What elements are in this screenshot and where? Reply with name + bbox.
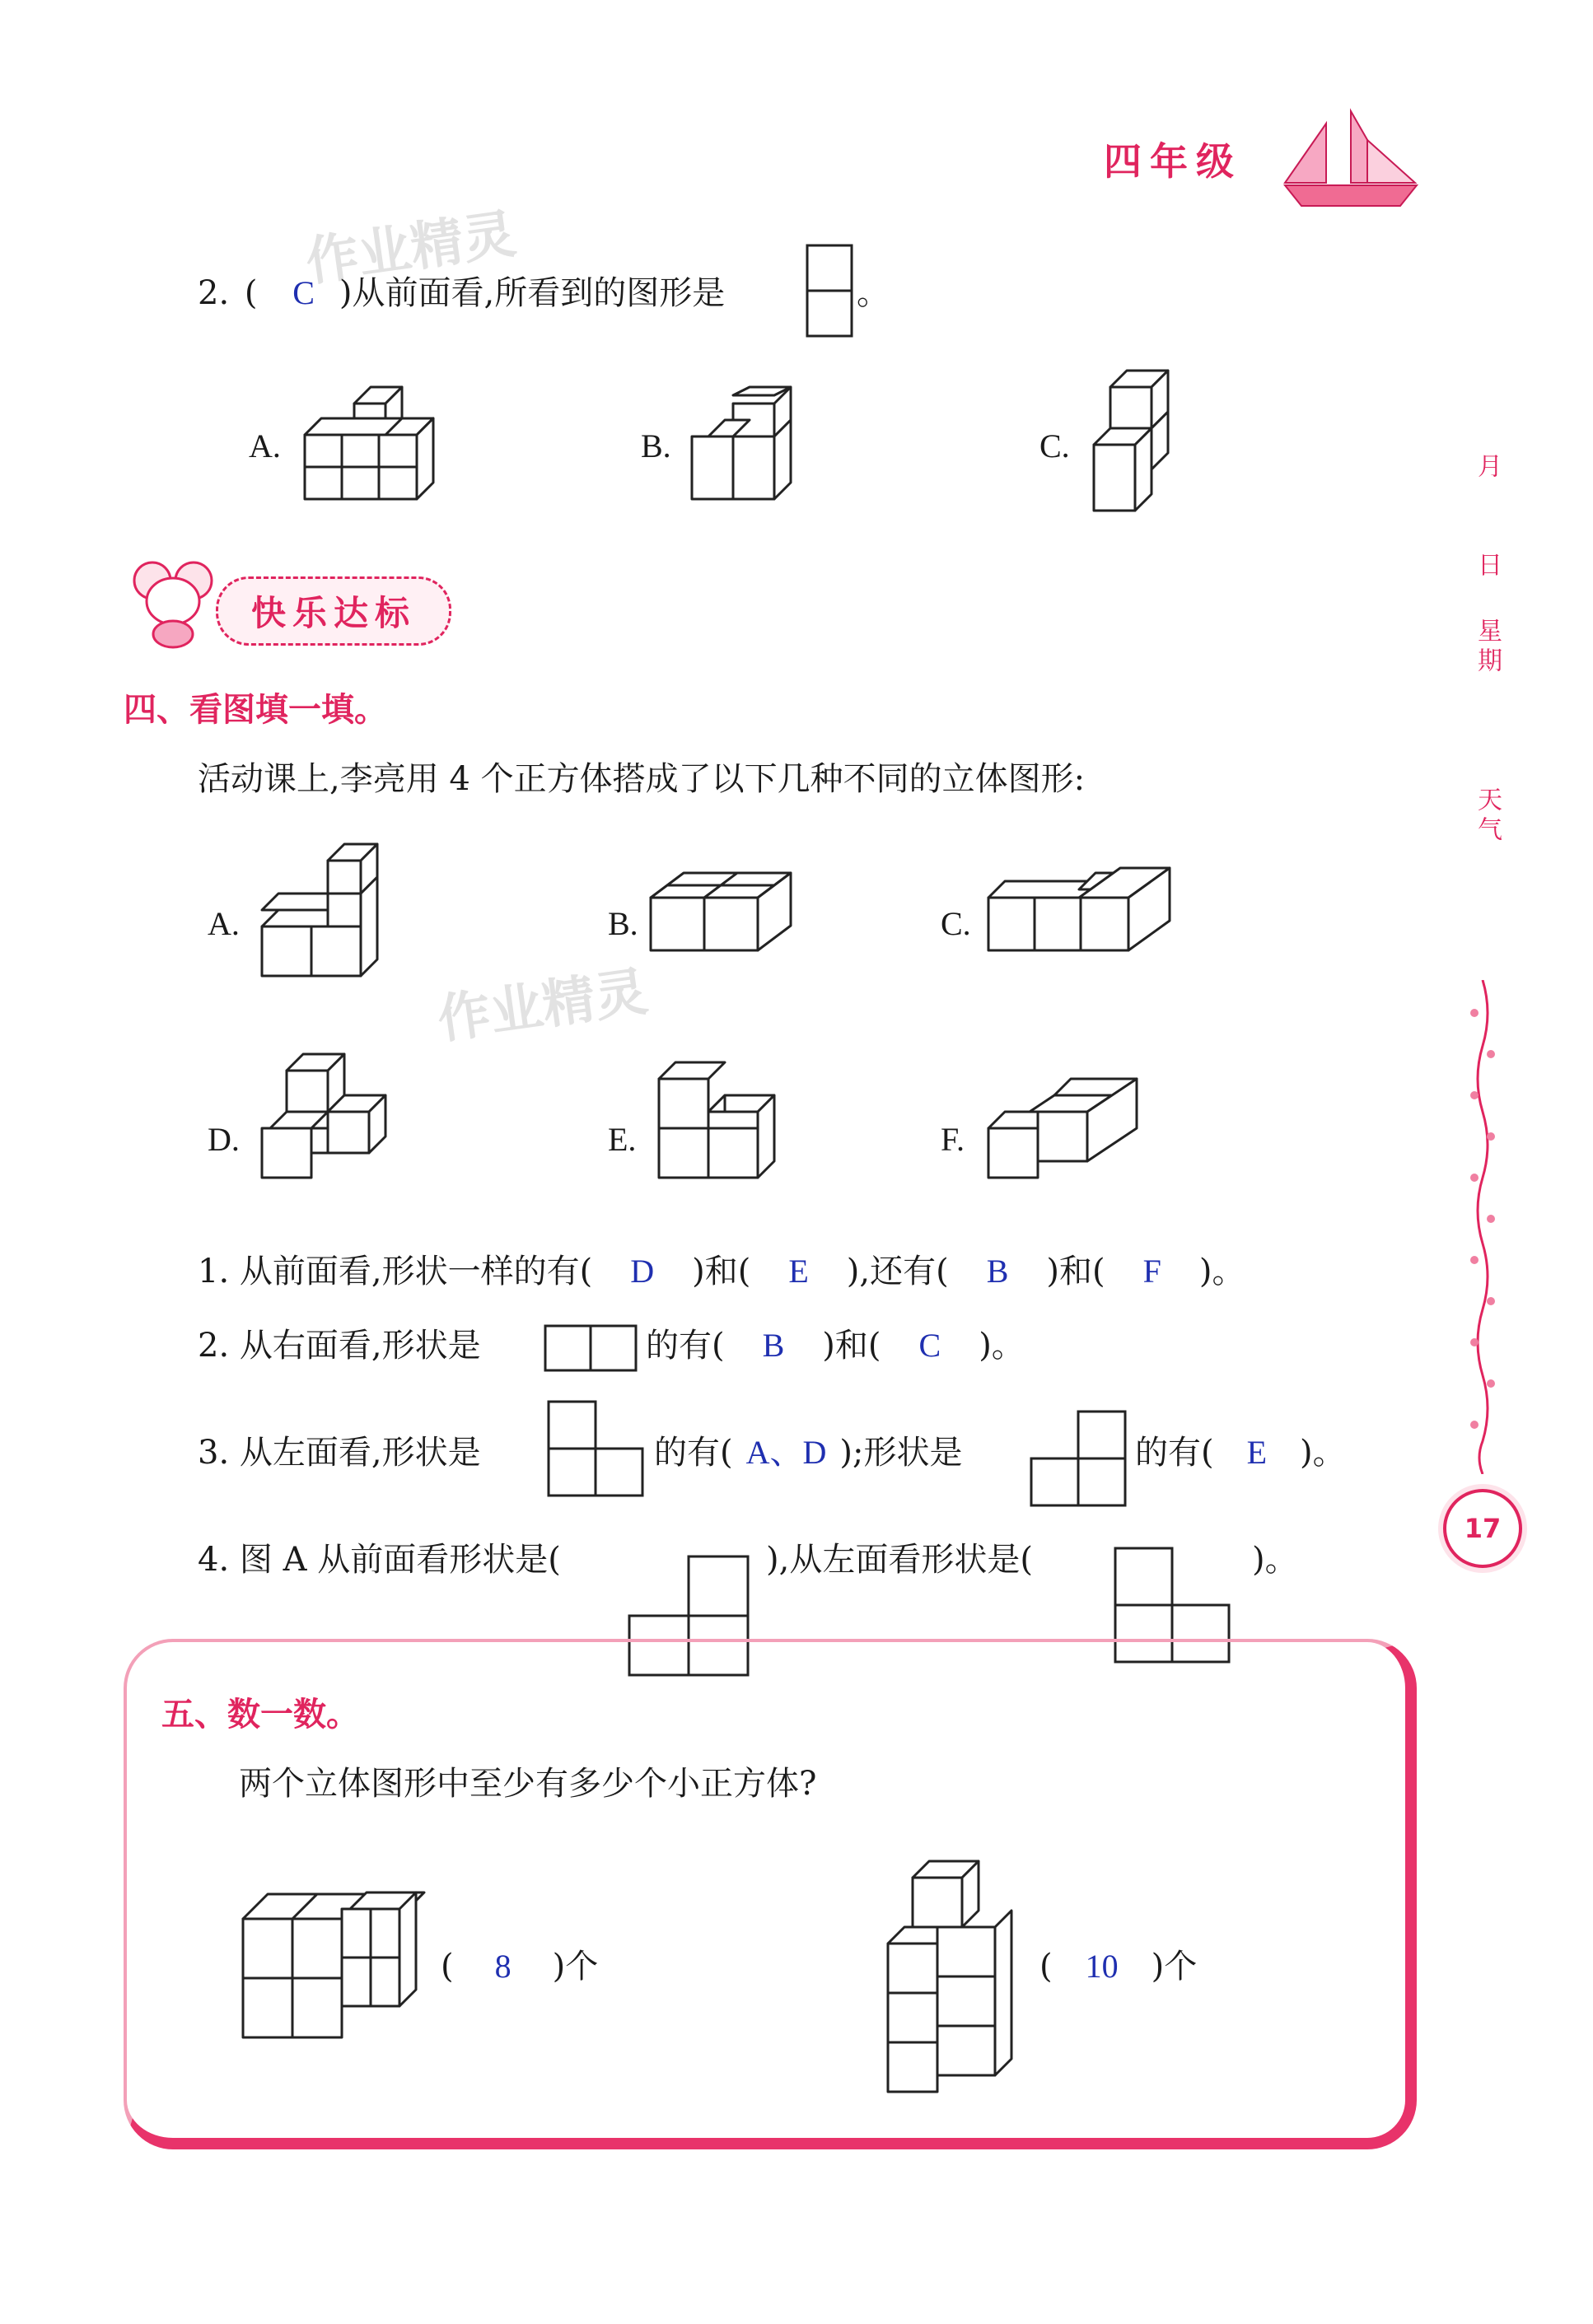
option-c-label: C. (1039, 427, 1070, 464)
count-answer-2: ( 10 )个 (1039, 1948, 1198, 1986)
answer: E (1246, 1434, 1268, 1471)
answer: B (986, 1253, 1009, 1290)
sidebar-weather: 天气 (1473, 786, 1502, 846)
left-view-shape-1 (547, 1400, 644, 1497)
s4-question-4: 4. 图 A 从前面看形状是( (198, 1541, 561, 1579)
page-number: 17 (1464, 1513, 1502, 1544)
answer: C (918, 1327, 941, 1364)
answer: E (788, 1253, 809, 1290)
figure-c (980, 865, 1178, 980)
mouse-mascot-icon (124, 552, 222, 651)
front-view-shape (806, 244, 853, 338)
answer: A、D (745, 1434, 827, 1471)
sidebar-weekday: 星期 (1473, 618, 1502, 677)
s4-question-2: 2. 从右面看,形状是 (198, 1327, 481, 1365)
sailboat-icon (1268, 107, 1433, 214)
figure-a (247, 836, 412, 1001)
answer: D (630, 1253, 655, 1290)
count-figure-2 (880, 1853, 1044, 2100)
banner (216, 576, 451, 646)
figure-d (247, 1046, 412, 1211)
grade-badge (1104, 132, 1268, 206)
sidebar-month: 月 (1473, 453, 1502, 483)
s4-question-3: 3. 从左面看,形状是 (198, 1434, 481, 1472)
s4-question-2-rest: 的有( B )和( C )。 (646, 1327, 1025, 1365)
figure-b-cubes (684, 379, 824, 511)
section-5-title: 五、数一数。 (161, 1696, 359, 1734)
figure-a-cubes (297, 379, 469, 511)
grade-label: 四年级 (1104, 139, 1242, 184)
s4-question-4-mid: ),从左面看形状是( (766, 1541, 1033, 1579)
answer: C (292, 274, 315, 311)
section-4-intro: 活动课上,李亮用 4 个正方体搭成了以下几种不同的立体图形: (198, 760, 1086, 798)
figure-label-c: C. (941, 905, 971, 942)
answer: 8 (494, 1948, 512, 1985)
s4-question-1: 1. 从前面看,形状一样的有( D )和( E ),还有( B )和( F )。 (198, 1253, 1245, 1290)
question-2: 2. ( C )从前面看,所看到的图形是 (198, 274, 726, 312)
s4-question-3-mid: 的有( A、D );形状是 (654, 1434, 963, 1472)
watermark: 作业精灵 (301, 203, 520, 294)
vine-decoration (1466, 980, 1499, 1474)
figure-label-d: D. (208, 1121, 240, 1158)
section-4-title: 四、看图填一填。 (124, 691, 387, 729)
page-number-badge (1443, 1489, 1522, 1568)
figure-label-f: F. (941, 1121, 965, 1158)
figure-e (642, 1054, 807, 1202)
count-figure-1 (235, 1886, 441, 2051)
figure-label-e: E. (608, 1121, 637, 1158)
count-answer-1: ( 8 )个 (441, 1948, 599, 1986)
right-view-shape (544, 1324, 638, 1374)
answer: B (762, 1327, 785, 1364)
figure-label-a: A. (208, 905, 240, 942)
option-b-label: B. (641, 427, 671, 464)
answer: 10 (1085, 1948, 1119, 1985)
left-view-shape-2 (1030, 1410, 1127, 1507)
answer: F (1142, 1253, 1161, 1290)
option-a-label: A. (249, 427, 281, 464)
figure-b (642, 865, 807, 980)
figure-f (980, 1062, 1170, 1194)
figure-c-cubes (1086, 362, 1193, 527)
banner-title: 快乐达标 (250, 593, 416, 633)
watermark: 作业精灵 (433, 961, 652, 1052)
s4-question-3-end: 的有( E )。 (1135, 1434, 1346, 1472)
section-5-question: 两个立体图形中至少有多少个小正方体? (239, 1765, 817, 1803)
figure-label-b: B. (608, 905, 638, 942)
sidebar-day: 日 (1473, 552, 1502, 581)
